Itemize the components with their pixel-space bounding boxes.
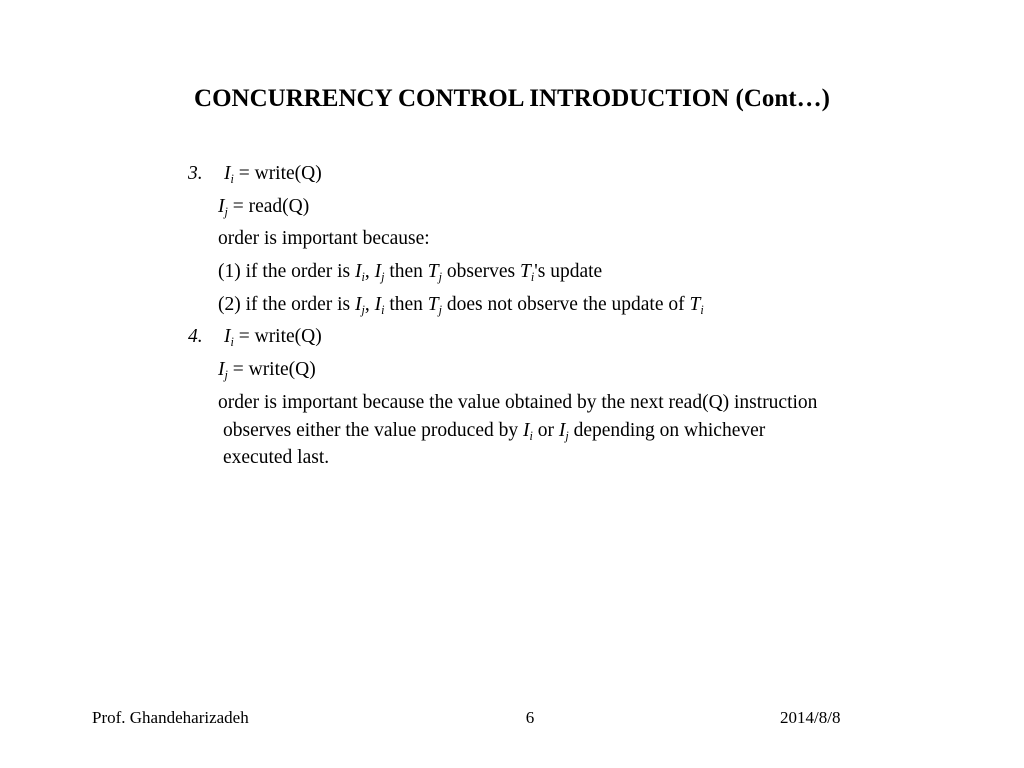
item-4-line-2 xyxy=(218,359,316,381)
subscript: i xyxy=(230,335,234,350)
line-text: does not observe the update of xyxy=(442,294,690,315)
transaction-variable: T xyxy=(427,261,439,282)
footer-date: 2014/8/8 xyxy=(780,708,841,727)
instruction-variable: I xyxy=(355,261,362,282)
subscript: j xyxy=(224,368,228,383)
subscript: j xyxy=(381,270,385,285)
line-text: (1) if the order is xyxy=(218,261,355,282)
footer-page-number: 6 xyxy=(525,708,535,727)
transaction-variable: T xyxy=(427,294,439,315)
line-text: observes either the value produced by xyxy=(223,420,523,441)
item-3-line-3 xyxy=(218,228,430,250)
line-text: order is important because the value obtained by the next read(Q) instruction xyxy=(218,392,818,413)
line-text: then xyxy=(384,261,428,282)
instruction-variable: I xyxy=(224,326,231,347)
item-4-header-line xyxy=(188,326,322,348)
line-text: = write(Q) xyxy=(233,163,322,184)
subscript: i xyxy=(529,429,533,444)
instruction-variable: I xyxy=(374,261,382,282)
footer-author: Prof. Ghandeharizadeh xyxy=(92,708,249,727)
line-text: order is important because: xyxy=(218,228,430,249)
line-text: = read(Q) xyxy=(227,196,310,217)
instruction-variable: I xyxy=(355,294,362,315)
instruction-variable: I xyxy=(218,359,225,380)
instruction-variable: I xyxy=(218,196,225,217)
item-4-line-3 xyxy=(218,392,817,414)
line-text: = write(Q) xyxy=(233,326,322,347)
item-number: 3. xyxy=(188,163,203,184)
subscript: i xyxy=(230,172,234,187)
subscript: j xyxy=(565,429,569,444)
line-text: then xyxy=(384,294,428,315)
instruction-variable: I xyxy=(558,420,566,441)
slide-title: CONCURRENCY CONTROL INTRODUCTION (Cont…) xyxy=(194,85,830,112)
line-text: executed last. xyxy=(223,447,330,468)
subscript: i xyxy=(700,303,704,318)
line-text: observes xyxy=(442,261,520,282)
subscript: j xyxy=(438,270,443,285)
subscript: j xyxy=(361,303,365,318)
item-3-line-2 xyxy=(218,196,309,218)
instruction-variable: I xyxy=(374,294,382,315)
line-text: 's update xyxy=(534,261,603,282)
line-text: = write(Q) xyxy=(227,359,316,380)
line-text: , xyxy=(364,261,375,282)
transaction-variable: T xyxy=(520,261,531,282)
line-text: or xyxy=(532,420,559,441)
line-text: , xyxy=(364,294,375,315)
line-text: (2) if the order is xyxy=(218,294,355,315)
line-text: depending on whichever xyxy=(568,420,766,441)
item-3-line-5 xyxy=(218,294,704,316)
subscript: j xyxy=(438,303,443,318)
item-number: 4. xyxy=(188,326,203,347)
subscript: i xyxy=(530,270,535,285)
item-4-line-5 xyxy=(223,447,329,469)
item-4-line-4 xyxy=(223,420,765,442)
item-3-line-4 xyxy=(218,261,602,283)
item-3-header-line xyxy=(188,163,322,185)
transaction-variable: T xyxy=(689,294,701,315)
subscript: i xyxy=(361,270,365,285)
subscript: j xyxy=(224,205,228,220)
subscript: i xyxy=(381,303,385,318)
instruction-variable: I xyxy=(522,420,530,441)
instruction-variable: I xyxy=(224,163,231,184)
